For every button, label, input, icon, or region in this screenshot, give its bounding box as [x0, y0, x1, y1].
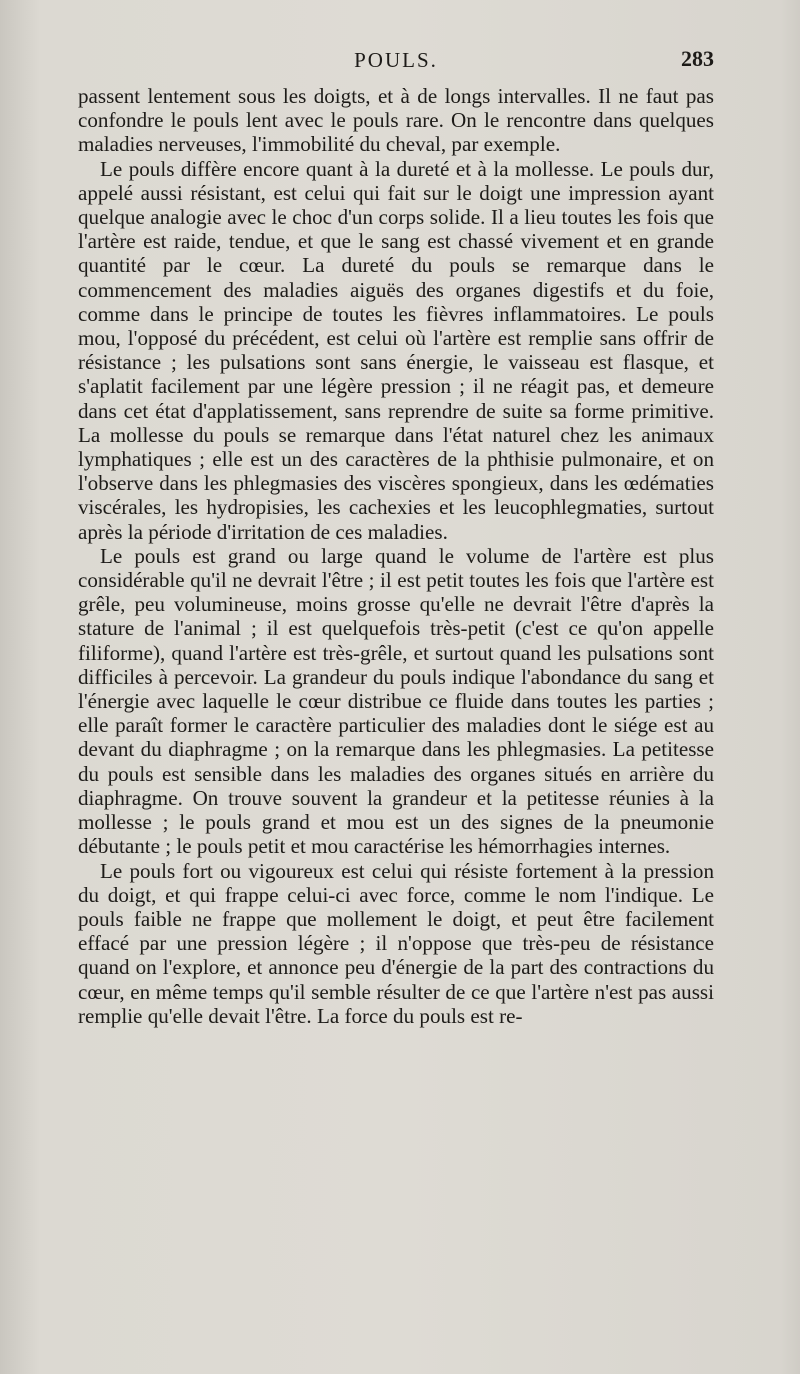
paragraph-continuation: passent lentement sous les doigts, et à de longs intervalles. Il ne faut pas confondre le pouls lent avec le pouls rare. On le rencontre dans quelques maladies nerveuses, l'immobilité du cheval, par exemple.	[78, 84, 714, 157]
running-head: POULS.	[354, 48, 438, 72]
page-number: 283	[681, 46, 714, 71]
paragraph-force-faiblesse: Le pouls fort ou vigoureux est celui qui résiste fortement à la pression du doigt, et qui frappe celui-ci avec force, comme le nom l'indique. Le pouls faible ne frappe que mollement le doigt, et peut être facilement effacé par une pression légère ; il n'oppose que très-peu de résistance quand on l'explore, et annonce peu d'énergie de la part des contractions du cœur, en même temps qu'il semble résulter de ce que l'artère n'est pas aussi remplie qu'elle devait l'être. La force du pouls est re-	[78, 858, 714, 1028]
paragraph-durete-mollesse: Le pouls diffère encore quant à la dureté et à la mollesse. Le pouls dur, appelé aussi résistant, est celui qui fait sur le doigt une impression ayant quelque analogie avec le choc d'un corps solide. Il a lieu toutes les fois que l'artère est raide, tendue, et que le sang est chassé vivement et en grande quantité par le cœur. La dureté du pouls se remarque dans le commencement des maladies aiguës des organes digestifs et du foie, comme dans le principe de toutes les fièvres inflammatoires. Le pouls mou, l'opposé du précédent, est celui où l'artère est remplie sans offrir de résistance ; les pulsations sont sans énergie, le vaisseau est flasque, et s'aplatit facilement par une légère pression ; il ne réagit pas, et demeure dans cet état d'applatissement, sans reprendre de suite sa forme primitive. La mollesse du pouls se remarque dans l'état naturel chez les animaux lymphatiques ; elle est un des caractères de la phthisie pulmonaire, et on l'observe dans les phlegmasies des viscères spongieux, dans les œdématies viscérales, les hydropisies, les cachexies et les leucophlegmaties, surtout après la période d'irritation de ces maladies.	[78, 156, 714, 544]
paragraph-grandeur-petitesse: Le pouls est grand ou large quand le volume de l'artère est plus considérable qu'il ne devrait l'être ; il est petit toutes les fois que l'artère est grêle, peu volumineuse, moins grosse qu'elle ne devrait l'être d'après la stature de l'animal ; il est quelquefois très-petit (c'est ce qu'on appelle filiforme), quand l'artère est très-grêle, et surtout quand les pulsations sont difficiles à percevoir. La grandeur du pouls indique l'abondance du sang et l'énergie avec laquelle le cœur distribue ce fluide dans toutes les parties ; elle paraît former le caractère particulier des maladies dont le siége est au devant du diaphragme ; on la remarque dans les phlegmasies. La petitesse du pouls est sensible dans les maladies des organes situés en arrière du diaphragme. On trouve souvent la grandeur et la petitesse réunies à la mollesse ; le pouls grand et mou est un des signes de la pneumonie débutante ; le pouls petit et mou caractérise les hémorrhagies internes.	[78, 543, 714, 859]
body-text	[78, 84, 714, 1028]
page-header	[78, 48, 714, 78]
